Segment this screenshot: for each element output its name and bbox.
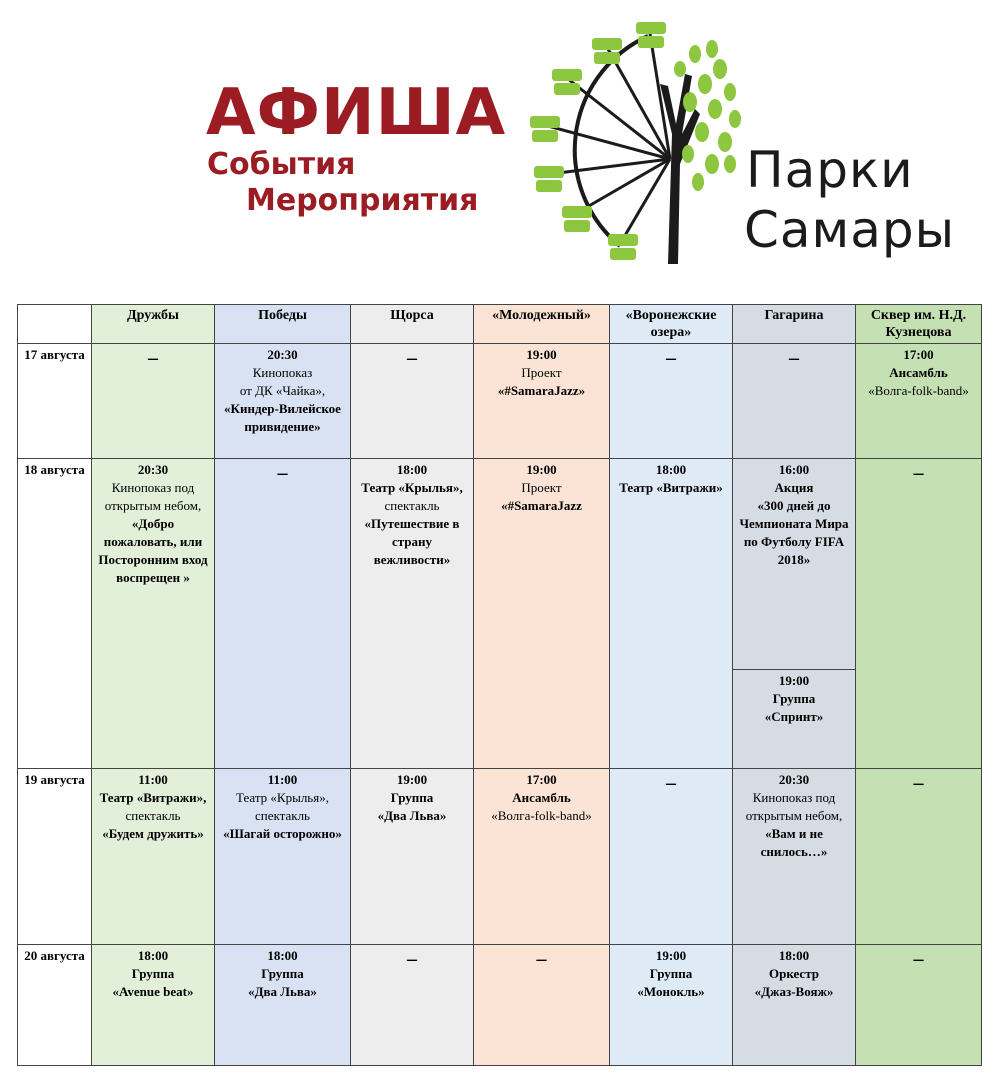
date-cell: 18 августа (18, 459, 92, 769)
header-cell-skver: Сквер им. Н.Д. Кузнецова (856, 305, 982, 344)
empty-dash: – (913, 948, 924, 970)
table-row (18, 769, 982, 945)
event-organizer: Театр «Витражи», (99, 790, 207, 805)
event-title: «Волга-folk-band» (868, 383, 969, 398)
event-cell (610, 459, 733, 769)
event-title: «Будем дружить» (102, 826, 204, 841)
event-cell (351, 344, 474, 459)
event-type: спектакль (255, 808, 310, 823)
event-cell (351, 769, 474, 945)
event-title: «#SamaraJazz (501, 498, 582, 513)
event-time: 19:00 (526, 462, 557, 477)
event-time: 19:00 (396, 772, 428, 787)
logo-parki: Парки (746, 141, 914, 199)
event-cell (733, 344, 856, 459)
event-title: «Волга-folk-band» (491, 808, 592, 823)
afisha-subtitle-events: События (207, 147, 356, 182)
afisha-title: АФИША (206, 76, 507, 150)
event-type: Акция (774, 480, 814, 495)
event-title-cont: по Футболу FIFA 2018» (743, 534, 845, 567)
event-cell (215, 945, 351, 1066)
event-cell (733, 769, 856, 945)
event-cell (474, 459, 610, 769)
event-title: «#SamaraJazz» (497, 383, 586, 398)
table-row (18, 344, 982, 459)
event-time: 18:00 (396, 462, 428, 477)
event-type: Оркестр (769, 966, 819, 981)
event-type: Группа (649, 966, 693, 981)
date-cell: 17 августа (18, 344, 92, 459)
event-time: 17:00 (526, 772, 557, 787)
event-type: Ансамбль (512, 790, 571, 805)
table-row (18, 945, 982, 1066)
event-type: Кинопоказ под открытым небом, (104, 480, 202, 513)
event-cell (92, 459, 215, 769)
event-cell (215, 769, 351, 945)
event-type: Группа (261, 966, 304, 981)
event-title: «Джаз-Вояж» (754, 984, 834, 999)
event-title: «Шагай осторожно» (223, 826, 342, 841)
event-type: Группа (390, 790, 434, 805)
event-cell (215, 459, 351, 769)
event-time: 20:30 (137, 462, 169, 477)
event-cell (215, 344, 351, 459)
event-title: «300 дней до Чемпионата Мира (739, 498, 849, 531)
event-time: 19:00 (655, 948, 687, 963)
event-type: Проект (521, 365, 562, 380)
event-title: «Монокль» (637, 984, 705, 999)
ferris-wheel-tree-icon (520, 14, 750, 274)
event-type: спектакль (384, 498, 440, 513)
event-type: Ансамбль (889, 365, 948, 380)
event-cell (92, 344, 215, 459)
event-title: «Добро пожаловать, или Посторонним вход воспрещен » (98, 516, 208, 585)
event-type: спектакль (125, 808, 181, 823)
empty-dash: – (913, 772, 924, 794)
header-cell-gagarina: Гагарина (733, 305, 856, 344)
empty-dash: – (277, 462, 288, 484)
event-type: Группа (131, 966, 175, 981)
event-cell (856, 945, 982, 1066)
table-row (18, 459, 982, 670)
event-title: «Спринт» (764, 709, 824, 724)
event-time: 11:00 (267, 772, 298, 787)
header (0, 0, 1000, 300)
empty-dash: – (666, 347, 676, 369)
event-title: «Киндер-Вилейское привидение» (224, 401, 341, 434)
event-cell (474, 769, 610, 945)
empty-dash: – (666, 772, 676, 794)
event-cell (733, 459, 856, 670)
event-cell (474, 945, 610, 1066)
header-cell-molodezhny: «Молодежный» (474, 305, 610, 344)
event-cell (92, 769, 215, 945)
event-organizer: от ДК «Чайка», (239, 383, 326, 398)
event-organizer: Театр «Крылья», (361, 480, 463, 495)
event-title: «Вам и не снилось…» (760, 826, 828, 859)
empty-dash: – (913, 462, 924, 484)
event-cell (92, 945, 215, 1066)
date-cell: 20 августа (18, 945, 92, 1066)
event-time: 11:00 (138, 772, 168, 787)
event-cell (733, 945, 856, 1066)
event-time: 18:00 (267, 948, 298, 963)
event-title: «Два Льва» (377, 808, 447, 823)
event-type: Кинопоказ (252, 365, 313, 380)
event-title: «Путешествие в страну вежливости» (364, 516, 460, 567)
event-cell (610, 769, 733, 945)
event-title: «Два Льва» (248, 984, 317, 999)
header-cell-shchorsa: Щорса (351, 305, 474, 344)
event-time: 20:30 (267, 347, 298, 362)
event-organizer: Театр «Крылья», (236, 790, 329, 805)
event-title: «Avenue beat» (112, 984, 194, 999)
event-time: 18:00 (137, 948, 169, 963)
afisha-subtitle-activities: Мероприятия (246, 183, 479, 218)
date-cell: 19 августа (18, 769, 92, 945)
empty-dash: – (148, 347, 158, 369)
header-cell-pobedy: Победы (215, 305, 351, 344)
header-cell-druzhby: Дружбы (92, 305, 215, 344)
event-type: Кинопоказ под открытым небом, (745, 790, 843, 823)
event-type: Группа (772, 691, 816, 706)
event-time: 16:00 (778, 462, 810, 477)
empty-dash: – (407, 948, 417, 970)
event-time: 19:00 (778, 673, 810, 688)
event-cell (351, 945, 474, 1066)
event-time: 19:00 (526, 347, 557, 362)
event-time: 18:00 (655, 462, 687, 477)
event-cell (856, 344, 982, 459)
event-cell (856, 769, 982, 945)
event-type: Проект (521, 480, 562, 495)
schedule-table (17, 304, 982, 1066)
event-cell (610, 945, 733, 1066)
event-cell (474, 344, 610, 459)
event-time: 17:00 (903, 347, 934, 362)
header-cell-voronezhskie: «Воронежские озера» (610, 305, 733, 344)
event-cell (856, 459, 982, 769)
header-cell-date (18, 305, 92, 344)
empty-dash: – (536, 948, 547, 970)
logo-samary: Самары (744, 201, 956, 259)
event-cell (351, 459, 474, 769)
event-title: Театр «Витражи» (619, 480, 723, 495)
empty-dash: – (789, 347, 799, 369)
event-cell (733, 670, 856, 769)
empty-dash: – (407, 347, 417, 369)
event-cell (610, 344, 733, 459)
event-time: 18:00 (778, 948, 810, 963)
event-time: 20:30 (778, 772, 810, 787)
table-header-row (18, 305, 982, 344)
